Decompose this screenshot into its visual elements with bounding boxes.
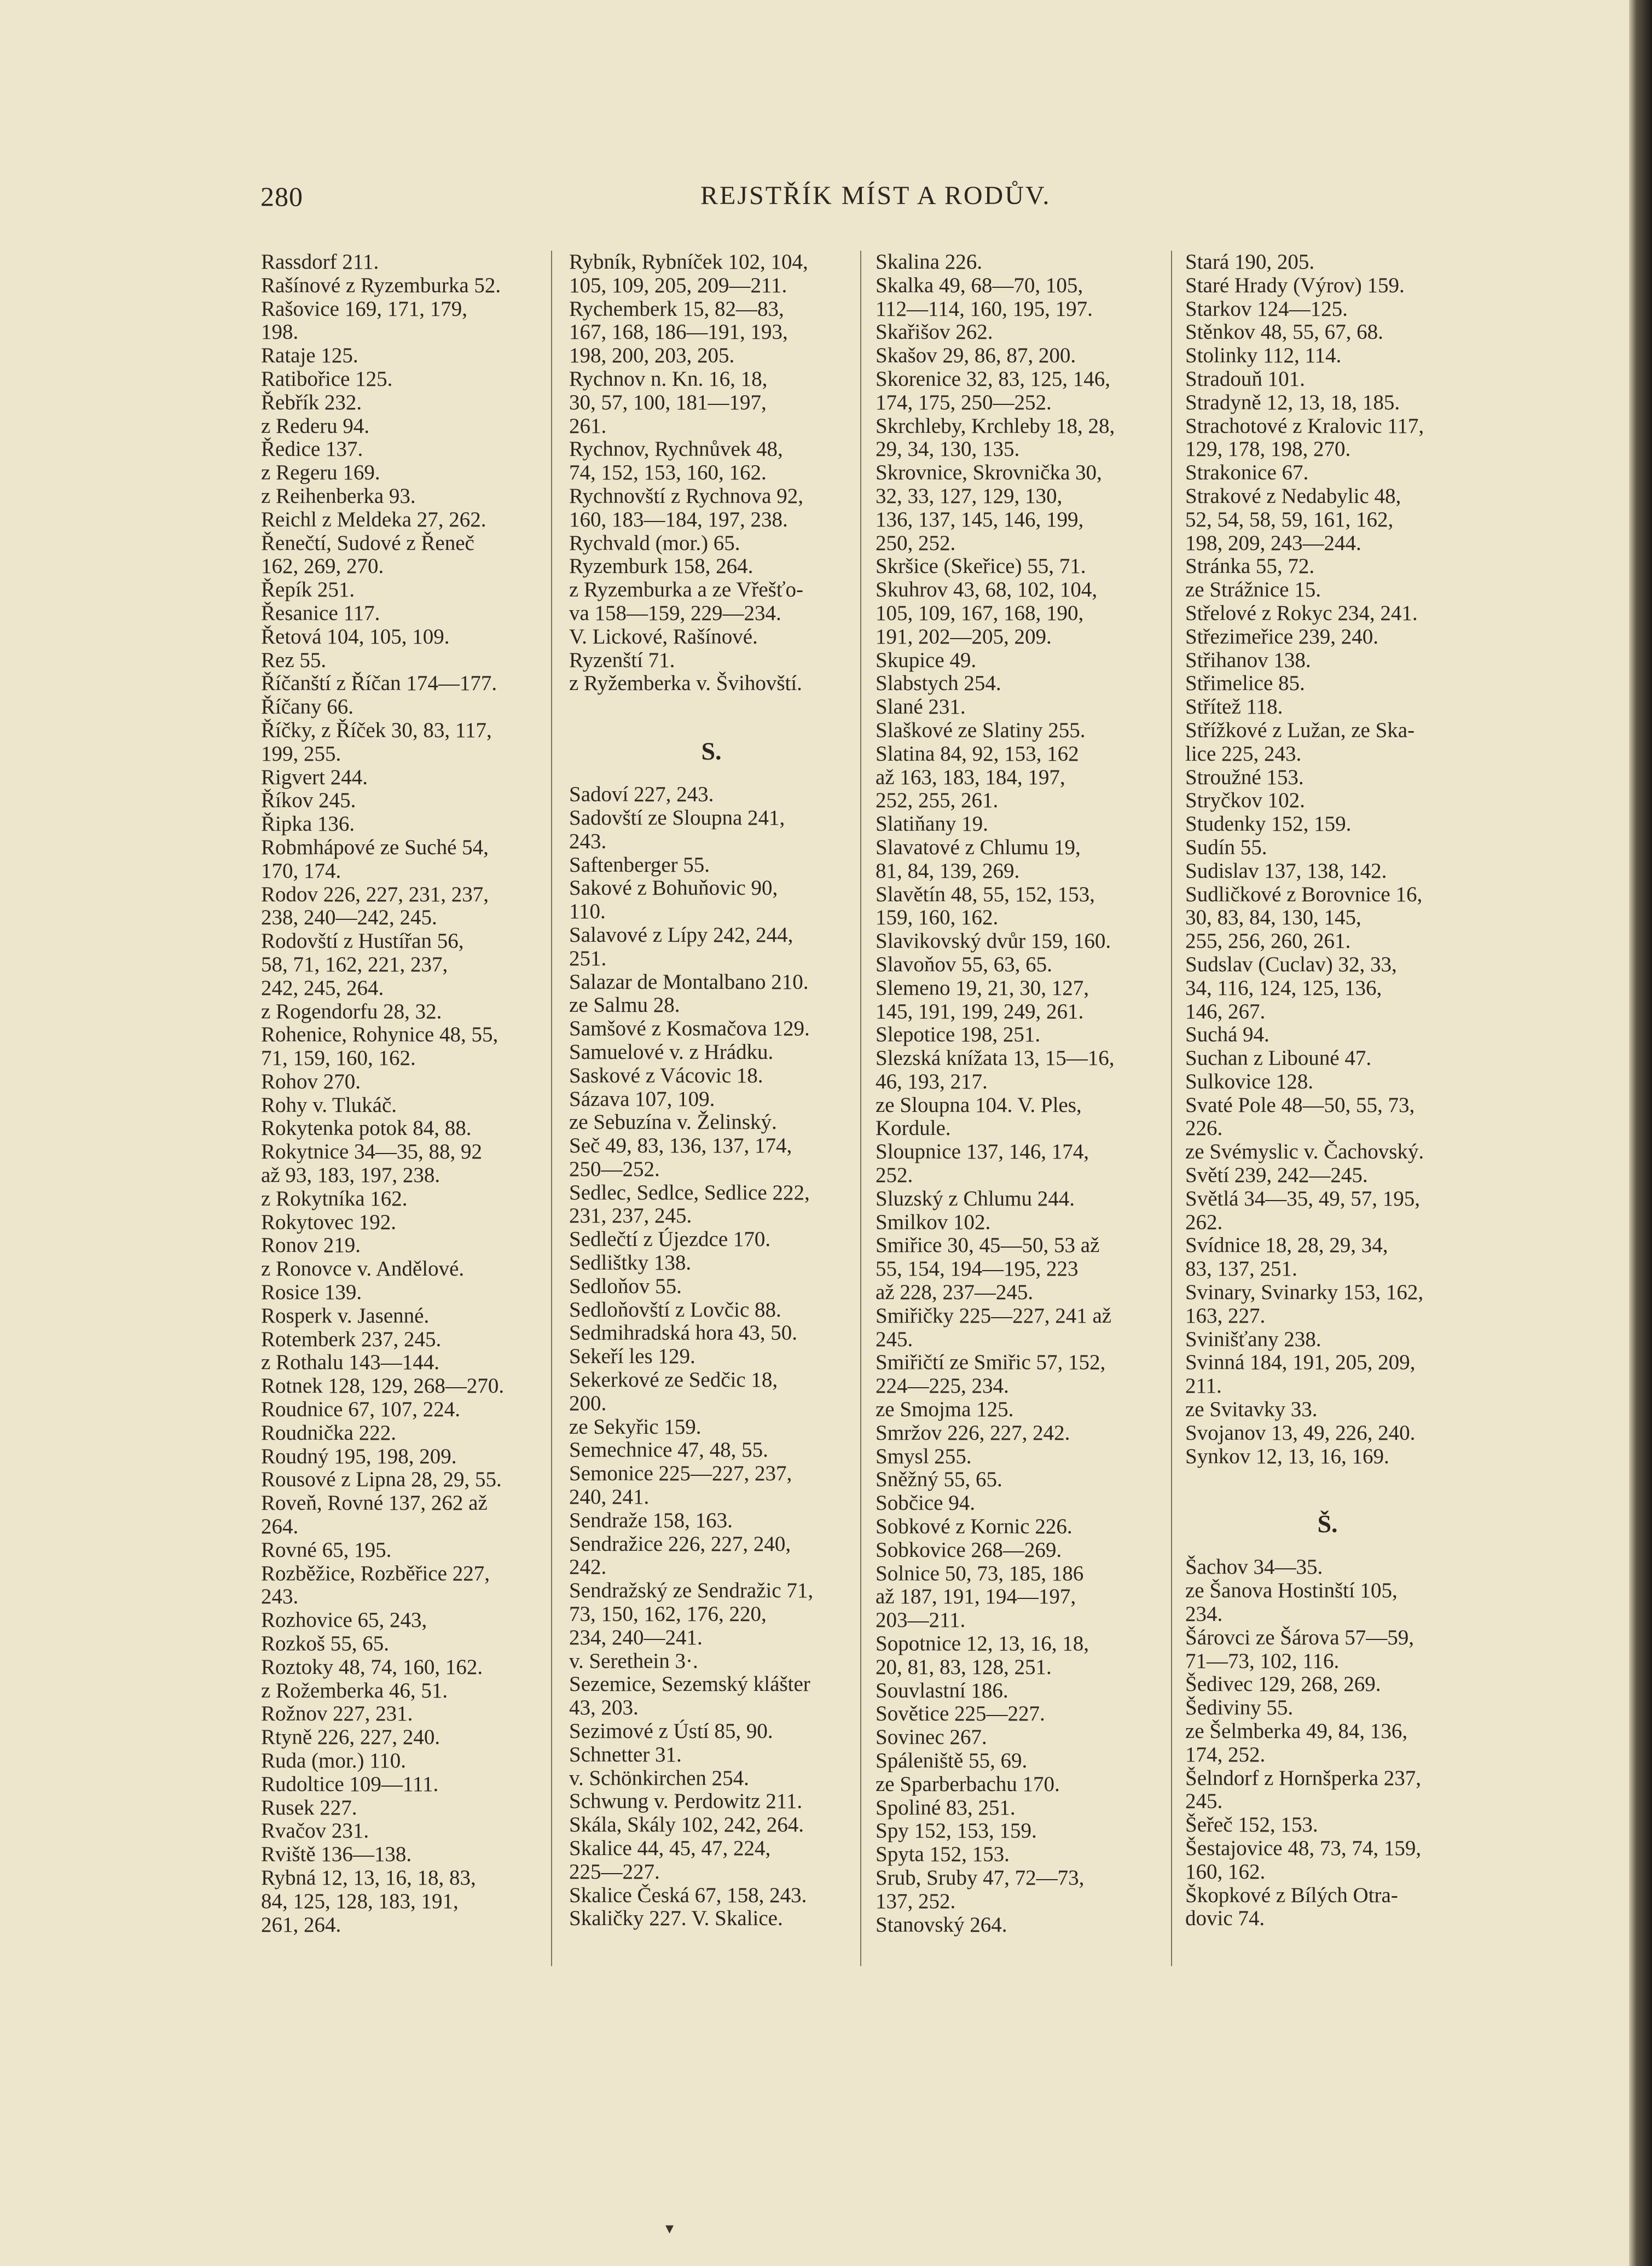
- index-entry-line: Smiřičtí ze Smiřic 57, 152,: [876, 1351, 1106, 1375]
- index-entry-line: 34, 116, 124, 125, 136,: [1185, 976, 1382, 1000]
- index-entry-line: 52, 54, 58, 59, 161, 162,: [1185, 507, 1394, 531]
- index-entry-line: z Rožemberka 46, 51.: [261, 1678, 448, 1702]
- index-entry-line: Roztoky 48, 74, 160, 162.: [261, 1655, 483, 1679]
- index-entry-line: Skupice 49.: [876, 648, 977, 672]
- index-entry-line: Řetová 104, 105, 109.: [261, 624, 450, 648]
- index-entry-line: Střížkové z Lužan, ze Ska-: [1185, 718, 1415, 742]
- index-entry-line: z Ronovce v. Andělové.: [261, 1257, 465, 1281]
- index-entry-line: Sezimové z Ústí 85, 90.: [569, 1719, 773, 1743]
- index-entry-line: dovic 74.: [1185, 1906, 1265, 1931]
- index-entry-line: Šestajovice 48, 73, 74, 159,: [1185, 1836, 1422, 1860]
- index-entry-line: Sudislav 137, 138, 142.: [1185, 859, 1387, 883]
- index-entry-line: Sopotnice 12, 13, 16, 18,: [876, 1632, 1089, 1656]
- book-spine-shadow: [1629, 0, 1652, 2266]
- index-entry-line: Ryzemburk 158, 264.: [569, 554, 753, 578]
- index-entry-line: Sendraže 158, 163.: [569, 1508, 733, 1532]
- index-entry-line: Rotnek 128, 129, 268—270.: [261, 1374, 505, 1398]
- index-entry-line: 163, 227.: [1185, 1303, 1266, 1328]
- index-entry-line: Stanovský 264.: [876, 1913, 1007, 1937]
- index-entry-line: z Ryžemberka v. Švihovští.: [569, 671, 802, 696]
- index-column-2: [569, 251, 854, 1931]
- index-entry-line: Spyta 152, 153.: [876, 1842, 1010, 1867]
- index-entry-line: 245.: [1185, 1789, 1223, 1813]
- index-entry-line: Stránka 55, 72.: [1185, 554, 1315, 578]
- index-entry-line: Sekerkové ze Sedčic 18,: [569, 1368, 778, 1392]
- index-entry-line: 43, 203.: [569, 1696, 639, 1720]
- index-entry-line: Sluzský z Chlumu 244.: [876, 1186, 1075, 1210]
- index-entry-line: Rusek 227.: [261, 1795, 357, 1819]
- index-entry-line: Řipka 136.: [261, 812, 355, 836]
- index-entry-line: Skalka 49, 68—70, 105,: [876, 273, 1083, 297]
- index-entry-line: až 228, 237—245.: [876, 1280, 1034, 1305]
- index-entry-line: 252, 255, 261.: [876, 789, 999, 813]
- index-entry-line: 29, 34, 130, 135.: [876, 437, 1020, 461]
- index-entry-line: Ronov 219.: [261, 1233, 361, 1257]
- index-entry-line: z Reihenberka 93.: [261, 484, 416, 508]
- index-entry-line: Rychemberk 15, 82—83,: [569, 297, 784, 321]
- index-entry-line: Rohy v. Tlukáč.: [261, 1093, 397, 1117]
- index-entry-line: 162, 269, 270.: [261, 554, 384, 578]
- index-entry-line: Šelndorf z Hornšperka 237,: [1185, 1766, 1422, 1790]
- index-entry-line: Sedlečtí z Újezdce 170.: [569, 1227, 771, 1251]
- index-entry-line: 240, 241.: [569, 1485, 650, 1509]
- index-entry-line: 71—73, 102, 116.: [1185, 1649, 1340, 1673]
- index-entry-line: Rez 55.: [261, 648, 327, 672]
- index-entry-line: Rožnov 227, 231.: [261, 1702, 413, 1726]
- index-entry-line: 191, 202—205, 209.: [876, 624, 1052, 648]
- index-entry-line: Ruda (mor.) 110.: [261, 1749, 407, 1772]
- index-entry-line: Slemeno 19, 21, 30, 127,: [876, 976, 1089, 1000]
- index-entry-line: 234, 240—241.: [569, 1625, 703, 1649]
- index-entry-line: Sudličkové z Borovnice 16,: [1185, 882, 1423, 906]
- index-entry-line: ze Šanova Hostinští 105,: [1185, 1579, 1398, 1603]
- section-letter-heading: S.: [701, 737, 722, 766]
- index-entry-line: Semechnice 47, 48, 55.: [569, 1438, 768, 1462]
- index-entry-line: 84, 125, 128, 183, 191,: [261, 1889, 459, 1913]
- index-entry-line: Rokytnice 34—35, 88, 92: [261, 1140, 483, 1164]
- index-entry-line: 55, 154, 194—195, 223: [876, 1257, 1079, 1281]
- index-entry-line: Střimelice 85.: [1185, 671, 1305, 696]
- index-entry-line: Slavatové z Chlumu 19,: [876, 835, 1081, 859]
- index-entry-line: 261.: [569, 414, 607, 438]
- index-entry-line: Sněžný 55, 65.: [876, 1468, 1002, 1492]
- index-entry-line: Suchá 94.: [1185, 1023, 1270, 1047]
- index-entry-line: Rychvald (mor.) 65.: [569, 531, 740, 555]
- index-entry-line: Světlá 34—35, 49, 57, 195,: [1185, 1186, 1420, 1210]
- index-entry-line: Skrchleby, Krchleby 18, 28,: [876, 414, 1115, 438]
- index-entry-line: Smržov 226, 227, 242.: [876, 1421, 1070, 1445]
- index-entry-line: Rokytenka potok 84, 88.: [261, 1116, 472, 1140]
- index-entry-line: Strachotové z Kralovic 117,: [1185, 414, 1424, 438]
- index-entry-line: Slavoňov 55, 63, 65.: [876, 952, 1052, 976]
- column-divider: [860, 251, 861, 1966]
- index-entry-line: 32, 33, 127, 129, 130,: [876, 484, 1063, 508]
- index-entry-line: Semonice 225—227, 237,: [569, 1462, 792, 1486]
- index-entry-line: Smilkov 102.: [876, 1210, 991, 1234]
- index-entry-line: ze Salmu 28.: [569, 993, 680, 1017]
- index-entry-line: ze Sekyřic 159.: [569, 1415, 702, 1439]
- index-entry-line: z Ryzemburka a ze Vřešťo-: [569, 578, 804, 602]
- index-column-3: [876, 251, 1160, 1937]
- index-entry-line: Rybná 12, 13, 16, 18, 83,: [261, 1865, 476, 1890]
- index-entry-line: Sovětice 225—227.: [876, 1702, 1045, 1726]
- index-entry-line: Rotemberk 237, 245.: [261, 1327, 442, 1351]
- index-entry-line: Stradyně 12, 13, 18, 185.: [1185, 390, 1400, 414]
- index-entry-line: 46, 193, 217.: [876, 1069, 988, 1093]
- index-entry-line: Stryčkov 102.: [1185, 789, 1305, 813]
- section-letter-heading: Š.: [1317, 1510, 1338, 1538]
- index-entry-line: Sobčice 94.: [876, 1491, 975, 1515]
- index-entry-line: 167, 168, 186—191, 193,: [569, 320, 788, 344]
- index-entry-line: Rosice 139.: [261, 1280, 362, 1305]
- index-entry-line: 74, 152, 153, 160, 162.: [569, 461, 767, 485]
- index-entry-line: 170, 174.: [261, 859, 341, 883]
- index-entry-line: V. Lickové, Rašínové.: [569, 624, 758, 648]
- index-entry-line: Sobkovice 268—269.: [876, 1538, 1062, 1562]
- index-entry-line: Reichl z Meldeka 27, 262.: [261, 507, 486, 531]
- index-entry-line: 203—211.: [876, 1608, 966, 1632]
- index-entry-line: 225—227.: [569, 1859, 660, 1883]
- index-entry-line: Solnice 50, 73, 185, 186: [876, 1561, 1084, 1585]
- index-entry-line: Slavikovský dvůr 159, 160.: [876, 929, 1111, 953]
- index-entry-line: Rtyně 226, 227, 240.: [261, 1725, 440, 1749]
- index-entry-line: 200.: [569, 1391, 607, 1415]
- index-entry-line: Sázava 107, 109.: [569, 1087, 715, 1111]
- index-entry-line: Rousové z Lipna 28, 29, 55.: [261, 1468, 502, 1492]
- index-entry-line: Svinary, Svinarky 153, 162,: [1185, 1280, 1424, 1305]
- index-entry-line: Říkov 245.: [261, 789, 356, 813]
- index-entry-line: 264.: [261, 1515, 299, 1539]
- index-entry-line: Skrovnice, Skrovnička 30,: [876, 461, 1102, 485]
- index-entry-line: Rudoltice 109—111.: [261, 1772, 439, 1796]
- index-entry-line: Rybník, Rybníček 102, 104,: [569, 250, 808, 274]
- index-entry-line: 160, 183—184, 197, 238.: [569, 507, 788, 531]
- index-entry-line: 252.: [876, 1163, 913, 1187]
- index-entry-line: Sendražice 226, 227, 240,: [569, 1532, 791, 1556]
- index-entry-line: Skála, Skály 102, 242, 264.: [569, 1813, 804, 1837]
- index-entry-line: Sadovští ze Sloupna 241,: [569, 805, 785, 830]
- index-entry-line: z Regeru 169.: [261, 461, 380, 485]
- index-entry-line: Roudný 195, 198, 209.: [261, 1444, 457, 1468]
- index-entry-line: Rovné 65, 195.: [261, 1538, 392, 1562]
- index-entry-line: Stolinky 112, 114.: [1185, 344, 1342, 368]
- index-entry-line: Sulkovice 128.: [1185, 1069, 1313, 1093]
- index-entry-line: Slané 231.: [876, 695, 966, 719]
- index-entry-line: Slatina 84, 92, 153, 162: [876, 741, 1079, 766]
- index-column-4: [1185, 251, 1470, 1931]
- index-entry-line: 245.: [876, 1327, 913, 1351]
- index-column-1: [261, 251, 535, 1937]
- index-entry-line: Svaté Pole 48—50, 55, 73,: [1185, 1093, 1415, 1117]
- index-entry-line: Roudnička 222.: [261, 1421, 396, 1445]
- index-entry-line: ze Smojma 125.: [876, 1398, 1014, 1422]
- index-entry-line: ze Sloupna 104. V. Ples,: [876, 1093, 1082, 1117]
- index-entry-line: Spoliné 83, 251.: [876, 1795, 1016, 1819]
- index-entry-line: Souvlastní 186.: [876, 1678, 1008, 1702]
- index-entry-line: 30, 83, 84, 130, 145,: [1185, 906, 1361, 930]
- index-entry-line: Rychnovští z Rychnova 92,: [569, 484, 803, 508]
- index-entry-line: Skařišov 262.: [876, 320, 993, 344]
- index-entry-line: Střezimeřice 239, 240.: [1185, 624, 1379, 648]
- index-entry-line: Sedloňovští z Lovčic 88.: [569, 1297, 781, 1322]
- index-entry-line: 224—225, 234.: [876, 1374, 1009, 1398]
- index-entry-line: Svinišťany 238.: [1185, 1327, 1321, 1351]
- index-entry-line: 160, 162.: [1185, 1859, 1266, 1883]
- index-entry-line: Stradouň 101.: [1185, 367, 1305, 391]
- index-entry-line: Slezská knížata 13, 15—16,: [876, 1046, 1115, 1070]
- index-entry-line: 238, 240—242, 245.: [261, 906, 437, 930]
- index-entry-line: 231, 237, 245.: [569, 1204, 692, 1228]
- index-entry-line: Staré Hrady (Výrov) 159.: [1185, 273, 1405, 297]
- index-entry-line: Salazar de Montalbano 210.: [569, 970, 809, 994]
- index-entry-line: Rataje 125.: [261, 344, 358, 368]
- index-entry-line: Sudslav (Cuclav) 32, 33,: [1185, 952, 1397, 976]
- index-entry-line: 242, 245, 264.: [261, 976, 384, 1000]
- index-entry-line: Srub, Sruby 47, 72—73,: [876, 1865, 1085, 1890]
- index-entry-line: 174, 175, 250—252.: [876, 390, 1052, 414]
- index-entry-line: 199, 255.: [261, 741, 341, 766]
- index-entry-line: Salavové z Lípy 242, 244,: [569, 923, 793, 947]
- index-entry-line: Suchan z Libouné 47.: [1185, 1046, 1372, 1070]
- index-entry-line: Rychnov n. Kn. 16, 18,: [569, 367, 768, 391]
- index-entry-line: Rosperk v. Jasenné.: [261, 1303, 430, 1328]
- index-entry-line: Saskové z Vácovic 18.: [569, 1063, 763, 1087]
- index-entry-line: Slavětín 48, 55, 152, 153,: [876, 882, 1095, 906]
- index-entry-line: Sovinec 267.: [876, 1725, 987, 1749]
- index-entry-line: Sendražský ze Sendražic 71,: [569, 1579, 814, 1603]
- index-entry-line: Slaškové ze Slatiny 255.: [876, 718, 1086, 742]
- index-entry-line: Slabstych 254.: [876, 671, 1001, 696]
- index-entry-line: Rozhovice 65, 243,: [261, 1608, 427, 1632]
- index-entry-line: 226.: [1185, 1116, 1223, 1140]
- index-entry-line: 136, 137, 145, 146, 199,: [876, 507, 1084, 531]
- index-entry-line: ze Svémyslic v. Čachovský.: [1185, 1140, 1424, 1164]
- index-entry-line: Šeřeč 152, 153.: [1185, 1813, 1318, 1837]
- index-entry-line: Řebřík 232.: [261, 390, 362, 414]
- index-entry-line: 137, 252.: [876, 1889, 956, 1913]
- index-entry-line: Synkov 12, 13, 16, 169.: [1185, 1444, 1389, 1468]
- index-entry-line: 81, 84, 139, 269.: [876, 859, 1020, 883]
- index-entry-line: Rokytovec 192.: [261, 1210, 396, 1234]
- index-entry-line: Saftenberger 55.: [569, 853, 710, 877]
- index-entry-line: Kordule.: [876, 1116, 951, 1140]
- index-entry-line: Rozběžice, Rozběřice 227,: [261, 1561, 490, 1585]
- index-entry-line: Sedlec, Sedlce, Sedlice 222,: [569, 1180, 810, 1204]
- index-entry-line: Schwung v. Perdowitz 211.: [569, 1789, 803, 1813]
- index-entry-line: Řenečtí, Sudové z Řeneč: [261, 531, 474, 555]
- index-entry-line: Šachov 34—35.: [1185, 1555, 1323, 1579]
- index-entry-line: 110.: [569, 900, 606, 924]
- index-entry-line: 146, 267.: [1185, 999, 1266, 1023]
- index-entry-line: Rigvert 244.: [261, 765, 368, 789]
- index-entry-line: Rassdorf 211.: [261, 250, 379, 274]
- index-entry-line: 174, 252.: [1185, 1742, 1266, 1766]
- index-entry-line: 145, 191, 199, 249, 261.: [876, 999, 1084, 1023]
- index-entry-line: Skorenice 32, 83, 125, 146,: [876, 367, 1110, 391]
- index-entry-line: Rvačov 231.: [261, 1819, 369, 1843]
- index-entry-line: Svinná 184, 191, 205, 209,: [1185, 1351, 1416, 1375]
- index-entry-line: Stará 190, 205.: [1185, 250, 1315, 274]
- index-entry-line: z Rokytníka 162.: [261, 1186, 408, 1210]
- index-entry-line: Slatiňany 19.: [876, 812, 988, 836]
- index-entry-line: 211.: [1185, 1374, 1222, 1398]
- index-entry-line: Sudín 55.: [1185, 835, 1267, 859]
- index-entry-line: 30, 57, 100, 181—197,: [569, 390, 767, 414]
- index-entry-line: Skalina 226.: [876, 250, 982, 274]
- index-entry-line: ze Svitavky 33.: [1185, 1398, 1318, 1422]
- index-entry-line: Střelové z Rokyc 234, 241.: [1185, 601, 1418, 625]
- index-entry-line: 129, 178, 198, 270.: [1185, 437, 1351, 461]
- index-entry-line: 243.: [261, 1585, 299, 1609]
- index-entry-line: Svojanov 13, 49, 226, 240.: [1185, 1421, 1416, 1445]
- index-entry-line: Sedloňov 55.: [569, 1274, 682, 1298]
- index-entry-line: Sakové z Bohuňovic 90,: [569, 876, 778, 900]
- index-entry-line: 255, 256, 260, 261.: [1185, 929, 1351, 953]
- index-entry-line: Říčky, z Říček 30, 83, 117,: [261, 718, 492, 742]
- index-entry-line: Seč 49, 83, 136, 137, 174,: [569, 1134, 792, 1158]
- index-entry-line: Slepotice 198, 251.: [876, 1023, 1041, 1047]
- index-entry-line: 20, 81, 83, 128, 251.: [876, 1655, 1052, 1679]
- index-entry-line: Rviště 136—138.: [261, 1842, 412, 1867]
- index-entry-line: Střihanov 138.: [1185, 648, 1311, 672]
- index-entry-line: Skašov 29, 86, 87, 200.: [876, 344, 1076, 368]
- index-entry-line: ze Šelmberka 49, 84, 136,: [1185, 1719, 1408, 1743]
- index-entry-line: 262.: [1185, 1210, 1223, 1234]
- index-entry-line: Svídnice 18, 28, 29, 34,: [1185, 1233, 1388, 1257]
- index-entry-line: z Rogendorfu 28, 32.: [261, 999, 442, 1023]
- index-entry-line: Sekeří les 129.: [569, 1344, 695, 1369]
- index-entry-line: Rohenice, Rohynice 48, 55,: [261, 1023, 499, 1047]
- index-entry-line: Skalice 44, 45, 47, 224,: [569, 1836, 771, 1860]
- index-entry-line: Strakonice 67.: [1185, 461, 1309, 485]
- index-entry-line: v. Serethein 3·.: [569, 1649, 698, 1673]
- index-entry-line: Schnetter 31.: [569, 1742, 682, 1766]
- index-entry-line: Sedlištky 138.: [569, 1251, 692, 1275]
- index-entry-line: v. Schönkirchen 254.: [569, 1766, 749, 1790]
- running-title: REJSTŘÍK MÍST A RODŮV.: [700, 181, 1051, 210]
- index-entry-line: 198, 200, 203, 205.: [569, 344, 735, 368]
- index-entry-line: až 93, 183, 197, 238.: [261, 1163, 440, 1187]
- index-entry-line: ze Sparberbachu 170.: [876, 1772, 1060, 1796]
- index-entry-line: Stěnkov 48, 55, 67, 68.: [1185, 320, 1383, 344]
- index-entry-line: 198.: [261, 320, 299, 344]
- index-entry-line: Samšové z Kosmačova 129.: [569, 1017, 810, 1041]
- index-entry-line: Ryzenští 71.: [569, 648, 675, 672]
- index-entry-line: Řesanice 117.: [261, 601, 380, 625]
- index-entry-line: Šediviny 55.: [1185, 1696, 1294, 1720]
- index-entry-line: Rašínové z Ryzemburka 52.: [261, 273, 501, 297]
- index-entry-line: ze Strážnice 15.: [1185, 578, 1321, 602]
- index-entry-line: Sezemice, Sezemský klášter: [569, 1672, 810, 1696]
- index-entry-line: 105, 109, 205, 209—211.: [569, 273, 787, 297]
- index-entry-line: 73, 150, 162, 176, 220,: [569, 1602, 767, 1626]
- index-entry-line: va 158—159, 229—234.: [569, 601, 781, 625]
- index-entry-line: lice 225, 243.: [1185, 741, 1302, 766]
- index-entry-line: 112—114, 160, 195, 197.: [876, 297, 1093, 321]
- index-entry-line: Starkov 124—125.: [1185, 297, 1348, 321]
- index-entry-line: Říčanští z Říčan 174—177.: [261, 671, 497, 696]
- index-entry-line: Rašovice 169, 171, 179,: [261, 297, 467, 321]
- index-entry-line: 159, 160, 162.: [876, 906, 999, 930]
- index-entry-line: Rohov 270.: [261, 1069, 361, 1093]
- index-entry-line: 83, 137, 251.: [1185, 1257, 1297, 1281]
- index-entry-line: 198, 209, 243—244.: [1185, 531, 1361, 555]
- index-entry-line: Sloupnice 137, 146, 174,: [876, 1140, 1089, 1164]
- index-entry-line: 250—252.: [569, 1157, 660, 1181]
- index-entry-line: Stroužné 153.: [1185, 765, 1304, 789]
- page-number: 280: [260, 181, 303, 212]
- index-entry-line: 250, 252.: [876, 531, 956, 555]
- index-entry-line: Sadoví 227, 243.: [569, 783, 714, 807]
- index-entry-line: Šárovci ze Šárova 57—59,: [1185, 1625, 1415, 1649]
- index-entry-line: Skuhrov 43, 68, 102, 104,: [876, 578, 1098, 602]
- index-entry-line: Smiřice 30, 45—50, 53 až: [876, 1233, 1100, 1257]
- index-entry-line: Spáleniště 55, 69.: [876, 1749, 1028, 1772]
- index-entry-line: Rodov 226, 227, 231, 237,: [261, 882, 489, 906]
- index-entry-line: Sobkové z Kornic 226.: [876, 1515, 1073, 1539]
- index-entry-line: Skalice Česká 67, 158, 243.: [569, 1883, 807, 1907]
- index-entry-line: Skaličky 227. V. Skalice.: [569, 1906, 783, 1931]
- index-entry-line: Ředice 137.: [261, 437, 363, 461]
- index-entry-line: Šedivec 129, 268, 269.: [1185, 1672, 1381, 1696]
- index-entry-line: Střítež 118.: [1185, 695, 1283, 719]
- index-entry-line: Smiřičky 225—227, 241 až: [876, 1303, 1112, 1328]
- column-divider: [551, 251, 552, 1966]
- index-entry-line: Rozkoš 55, 65.: [261, 1632, 389, 1656]
- index-entry-line: Smysl 255.: [876, 1444, 972, 1468]
- index-entry-line: 261, 264.: [261, 1913, 341, 1937]
- index-entry-line: z Rothalu 143—144.: [261, 1351, 440, 1375]
- index-entry-line: Strakové z Nedabylic 48,: [1185, 484, 1401, 508]
- index-entry-line: Škopkové z Bílých Otra-: [1185, 1883, 1398, 1907]
- index-entry-line: Sedmihradská hora 43, 50.: [569, 1321, 798, 1345]
- index-entry-line: 58, 71, 162, 221, 237,: [261, 952, 448, 976]
- index-entry-line: z Rederu 94.: [261, 414, 370, 438]
- index-entry-line: Řepík 251.: [261, 578, 355, 602]
- index-entry-line: Samuelové v. z Hrádku.: [569, 1040, 774, 1064]
- index-entry-line: Roveň, Rovné 137, 262 až: [261, 1491, 488, 1515]
- index-entry-line: až 187, 191, 194—197,: [876, 1585, 1076, 1609]
- index-entry-line: ze Sebuzína v. Želinský.: [569, 1110, 777, 1134]
- index-entry-line: Spy 152, 153, 159.: [876, 1819, 1037, 1843]
- index-entry-line: Skršice (Skeřice) 55, 71.: [876, 554, 1086, 578]
- index-entry-line: Robmhápové ze Suché 54,: [261, 835, 489, 859]
- index-entry-line: 242.: [569, 1555, 607, 1579]
- index-entry-line: Studenky 152, 159.: [1185, 812, 1352, 836]
- index-entry-line: Roudnice 67, 107, 224.: [261, 1398, 460, 1422]
- index-entry-line: až 163, 183, 184, 197,: [876, 765, 1065, 789]
- index-entry-line: Ratibořice 125.: [261, 367, 393, 391]
- column-divider: [1171, 251, 1172, 1966]
- index-entry-line: 105, 109, 167, 168, 190,: [876, 601, 1084, 625]
- index-entry-line: 251.: [569, 946, 607, 970]
- index-entry-line: 71, 159, 160, 162.: [261, 1046, 416, 1070]
- index-entry-line: 243.: [569, 829, 607, 853]
- index-entry-line: Říčany 66.: [261, 695, 353, 719]
- index-entry-line: Rychnov, Rychnůvek 48,: [569, 437, 783, 461]
- index-entry-line: 234.: [1185, 1602, 1223, 1626]
- index-entry-line: Světí 239, 242—245.: [1185, 1163, 1368, 1187]
- printer-mark: ▾: [665, 2219, 674, 2238]
- index-entry-line: Rodovští z Hustířan 56,: [261, 929, 464, 953]
